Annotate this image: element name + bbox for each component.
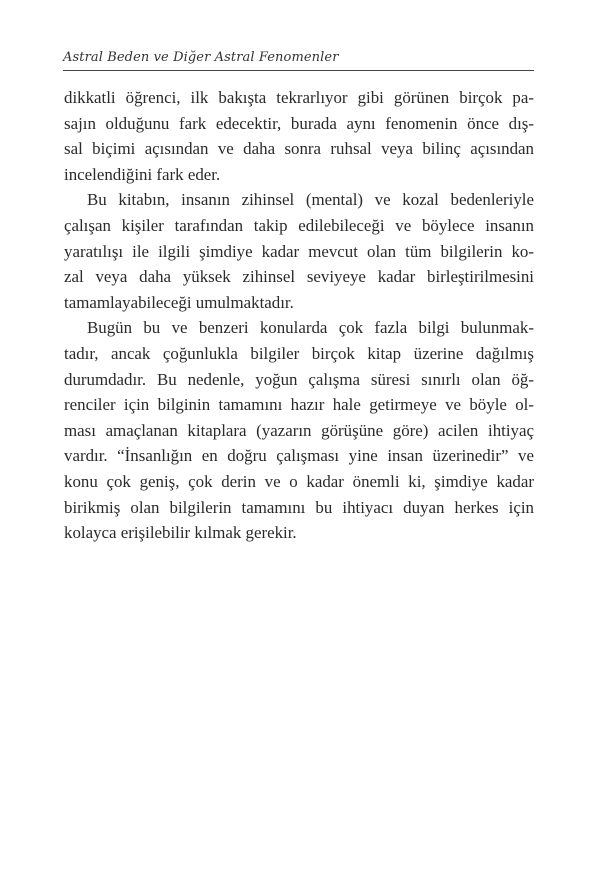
running-head: Astral Beden ve Diğer Astral Fenomenler: [63, 50, 339, 65]
text-line: dikkatli öğrenci, ilk bakışta tekrarlıyor gibi görünen birçok pa-: [64, 88, 534, 107]
text-line: incelendiğini fark eder.: [64, 164, 221, 184]
text-line: Bu kitabın, insanın zihinsel (mental) ve kozal bedenleriyle: [87, 190, 534, 210]
body-text: [64, 85, 534, 546]
text-line: yaratılışı ile ilgili şimdiye kadar mevcut olan tüm bilgilerin ko-: [64, 241, 534, 261]
paragraph: [64, 85, 534, 187]
text-line: birikmiş olan bilgilerin tamamını bu ihtiyacı duyan herkes için: [64, 497, 534, 517]
text-line: ması amaçlanan kitaplara (yazarın görüşüne göre) acilen ihtiyaç: [64, 420, 534, 440]
text-line: Bugün bu ve benzeri konularda çok fazla bilgi bulunmak-: [87, 318, 534, 338]
text-line: kolayca erişilebilir kılmak gerekir.: [64, 523, 297, 543]
header-rule: [63, 70, 534, 71]
text-line: sal biçimi açısından ve daha sonra ruhsal veya bilinç açısından: [64, 139, 534, 159]
text-line: zal veya daha yüksek zihinsel seviyeye kadar birleştirilmesini: [64, 267, 534, 287]
text-line: konu çok geniş, çok derin ve o kadar önemli ki, şimdiye kadar: [64, 471, 534, 491]
text-line: çalışan kişiler tarafından takip edilebileceği ve böylece insanın: [64, 215, 534, 235]
text-line: vardır. “İnsanlığın en doğru çalışması yine insan üzerinedir” ve: [64, 446, 534, 466]
text-line: tamamlayabileceği umulmaktadır.: [64, 292, 294, 312]
text-line: renciler için bilginin tamamını hazır hale getirmeye ve böyle ol-: [64, 395, 534, 415]
paragraph: [64, 187, 534, 315]
text-line: durumdadır. Bu nedenle, yoğun çalışma süresi sınırlı olan öğ-: [64, 369, 534, 389]
paragraph: [64, 315, 534, 545]
text-line: tadır, ancak çoğunlukla bilgiler birçok kitap üzerine dağılmış: [64, 343, 534, 363]
text-line: sajın olduğunu fark edecektir, burada aynı fenomenin önce dış-: [64, 113, 534, 133]
